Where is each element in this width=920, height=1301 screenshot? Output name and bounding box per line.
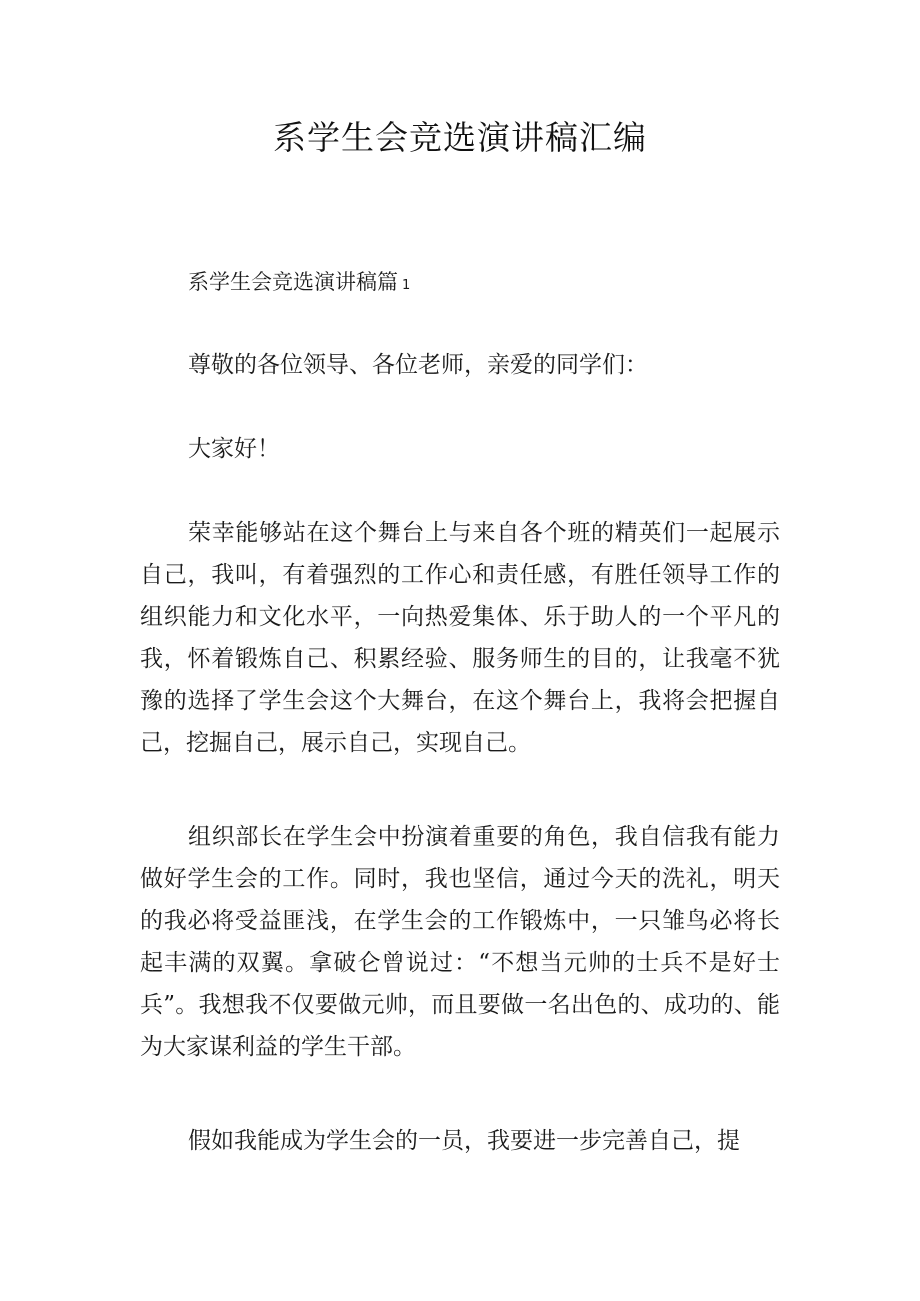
section-number: 1 bbox=[402, 278, 411, 293]
paragraph-2: 组织部长在学生会中扮演着重要的角色，我自信我有能力做好学生会的工作。同时，我也坚信，通过今天的洗礼，明天的我必将受益匪浅，在学生会的工作锻炼中，一只雏鸟必将长起丰满的双翼。拿破仑曾说过：“不想当元帅的士兵不是好士兵”。我想我不仅要做元帅，而且要做一名出色的、成功的、能为大家谋利益的学生干部。 bbox=[140, 824, 780, 1060]
paragraph-3: 假如我能成为学生会的一员，我要进一步完善自己，提 bbox=[188, 1128, 740, 1154]
paragraph-1: 荣幸能够站在这个舞台上与来自各个班的精英们一起展示自己，我叫，有着强烈的工作心和责任感，有胜任领导工作的组织能力和文化水平，一向热爱集体、乐于助人的一个平凡的我，怀着锻炼自己、积累经验、服务师生的目的，让我毫不犹豫的选择了学生会这个大舞台，在这个舞台上，我将会把握自己，挖掘自己，展示自己，实现自己。 bbox=[140, 520, 780, 756]
salutation: 尊敬的各位领导、各位老师，亲爱的同学们： bbox=[188, 352, 648, 378]
section-heading-text: 系学生会竞选演讲稿篇 bbox=[188, 270, 398, 294]
section-heading bbox=[140, 261, 828, 307]
document-title: 系学生会竞选演讲稿汇编 bbox=[273, 118, 647, 157]
greeting: 大家好！ bbox=[188, 436, 280, 462]
